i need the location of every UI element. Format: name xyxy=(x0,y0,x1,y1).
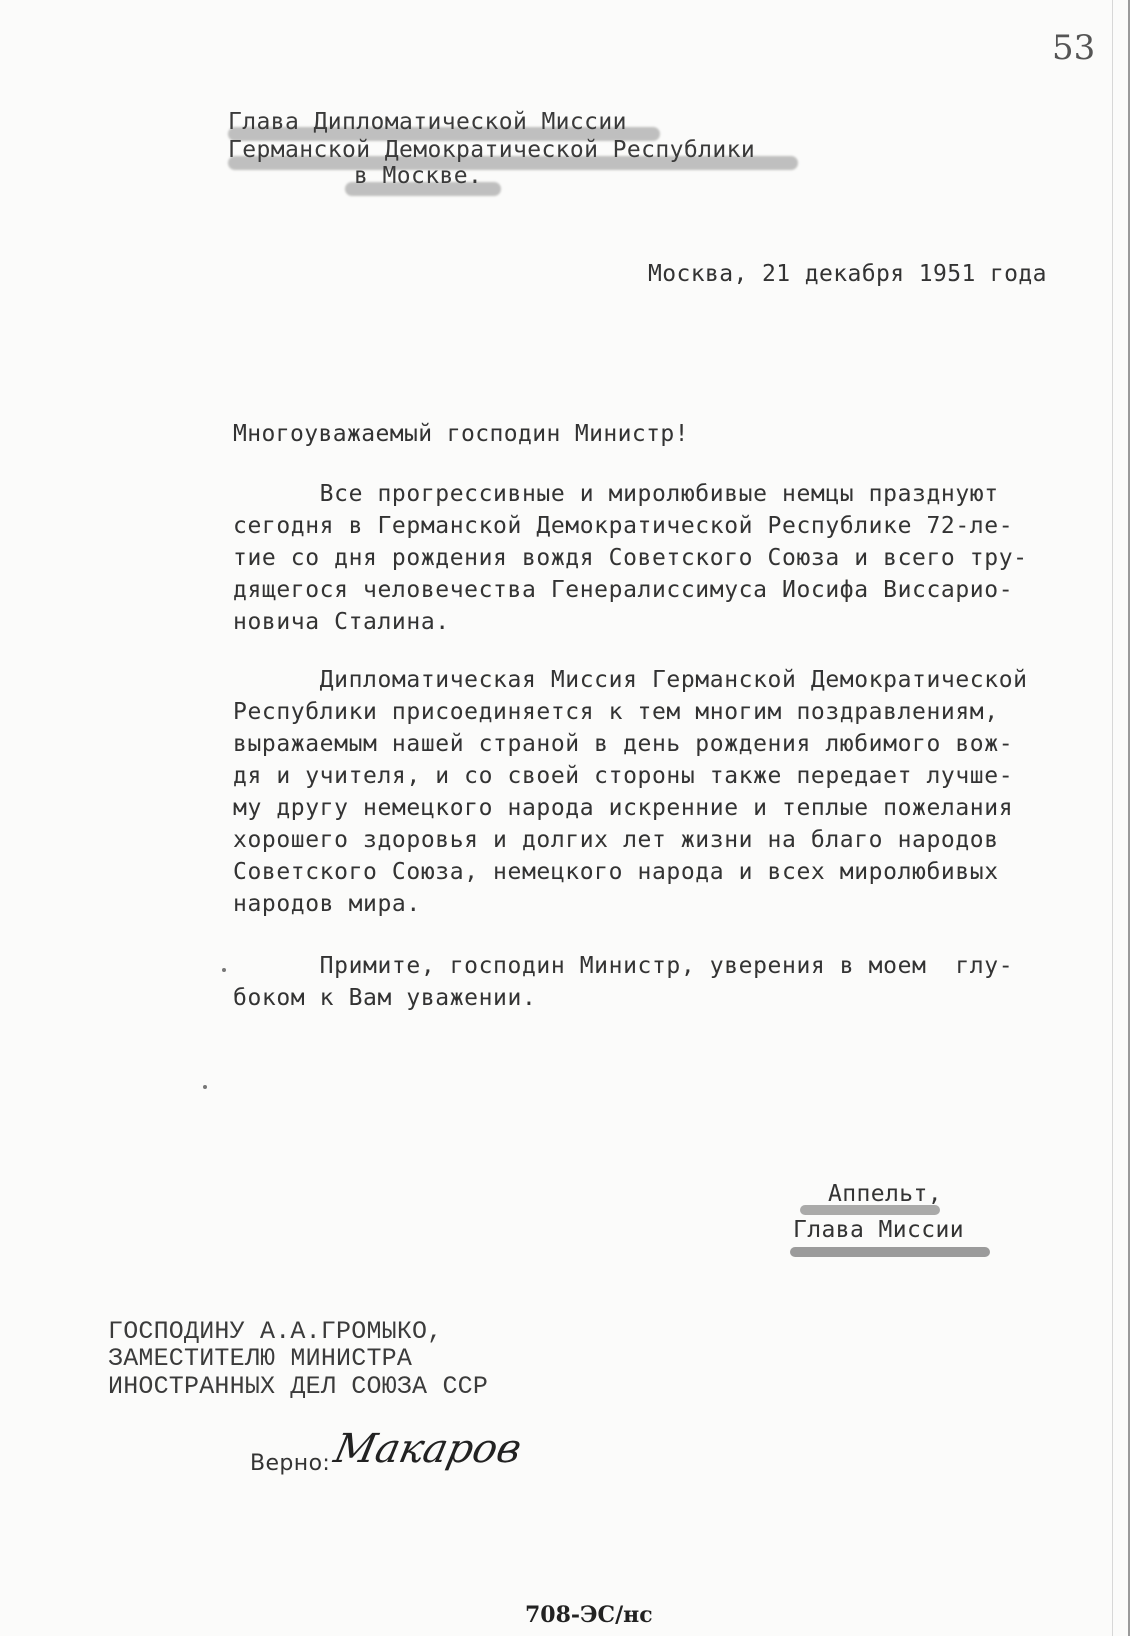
ink-dot xyxy=(203,1085,207,1089)
ink-dot xyxy=(222,968,226,972)
body-line: Примите, господин Министр, уверения в моем глу- xyxy=(233,953,1014,979)
handwritten-signature: Макаров xyxy=(330,1426,526,1472)
body-paragraph-3 xyxy=(233,950,1093,1014)
signatory-name: Аппельт, xyxy=(828,1181,942,1207)
addressee-line-2: ЗАМЕСТИТЕЛЮ МИНИСТРА xyxy=(108,1344,413,1373)
body-line: дящегося человечества Генералиссимуса Иосифа Виссарио- xyxy=(233,577,1014,603)
addressee-line-1: ГОСПОДИНУ А.А.ГРОМЫКО, xyxy=(108,1317,443,1346)
sender-line-2: Германской Демократической Республики xyxy=(228,137,756,163)
place-date: Москва, 21 декабря 1951 года xyxy=(648,261,1047,287)
body-line: Республики присоединяется к тем многим поздравлениям, xyxy=(233,699,999,725)
page-number: 53 xyxy=(1052,28,1096,68)
body-line: Все прогрессивные и миролюбивые немцы празднуют xyxy=(233,481,999,507)
body-line: народов мира. xyxy=(233,891,421,917)
body-line: новича Сталина. xyxy=(233,609,450,635)
page-edge xyxy=(1128,0,1146,1636)
body-line: Советского Союза, немецкого народа и всех миролюбивых xyxy=(233,859,999,885)
sender-line-3: в Москве. xyxy=(354,163,483,189)
body-line: выражаемым нашей страной в день рождения любимого вож- xyxy=(233,731,1014,757)
registry-mark: 708-ЭС/нс xyxy=(525,1602,653,1628)
body-paragraph-1 xyxy=(233,478,1093,638)
signatory-title: Глава Миссии xyxy=(793,1217,964,1243)
page-fold-line xyxy=(1112,0,1113,1636)
body-line: дя и учителя, и со своей стороны также передает лучше- xyxy=(233,763,1014,789)
body-line: му другу немецкого народа искренние и теплые пожелания xyxy=(233,795,1014,821)
body-line: боком к Вам уважении. xyxy=(233,985,537,1011)
body-paragraph-2 xyxy=(233,664,1093,920)
addressee-line-3: ИНОСТРАННЫХ ДЕЛ СОЮЗА ССР xyxy=(108,1372,489,1401)
salutation: Многоуважаемый господин Министр! xyxy=(233,421,689,447)
sender-line-1: Глава Дипломатической Миссии xyxy=(228,109,627,135)
certification-label: Верно: xyxy=(250,1451,331,1476)
body-line: Дипломатическая Миссия Германской Демократической xyxy=(233,667,1028,693)
body-line: хорошего здоровья и долгих лет жизни на благо народов xyxy=(233,827,999,853)
body-line: сегодня в Германской Демократической Республике 72-ле- xyxy=(233,513,1014,539)
body-line: тие со дня рождения вождя Советского Союза и всего тру- xyxy=(233,545,1028,571)
signature-strike xyxy=(790,1247,990,1257)
